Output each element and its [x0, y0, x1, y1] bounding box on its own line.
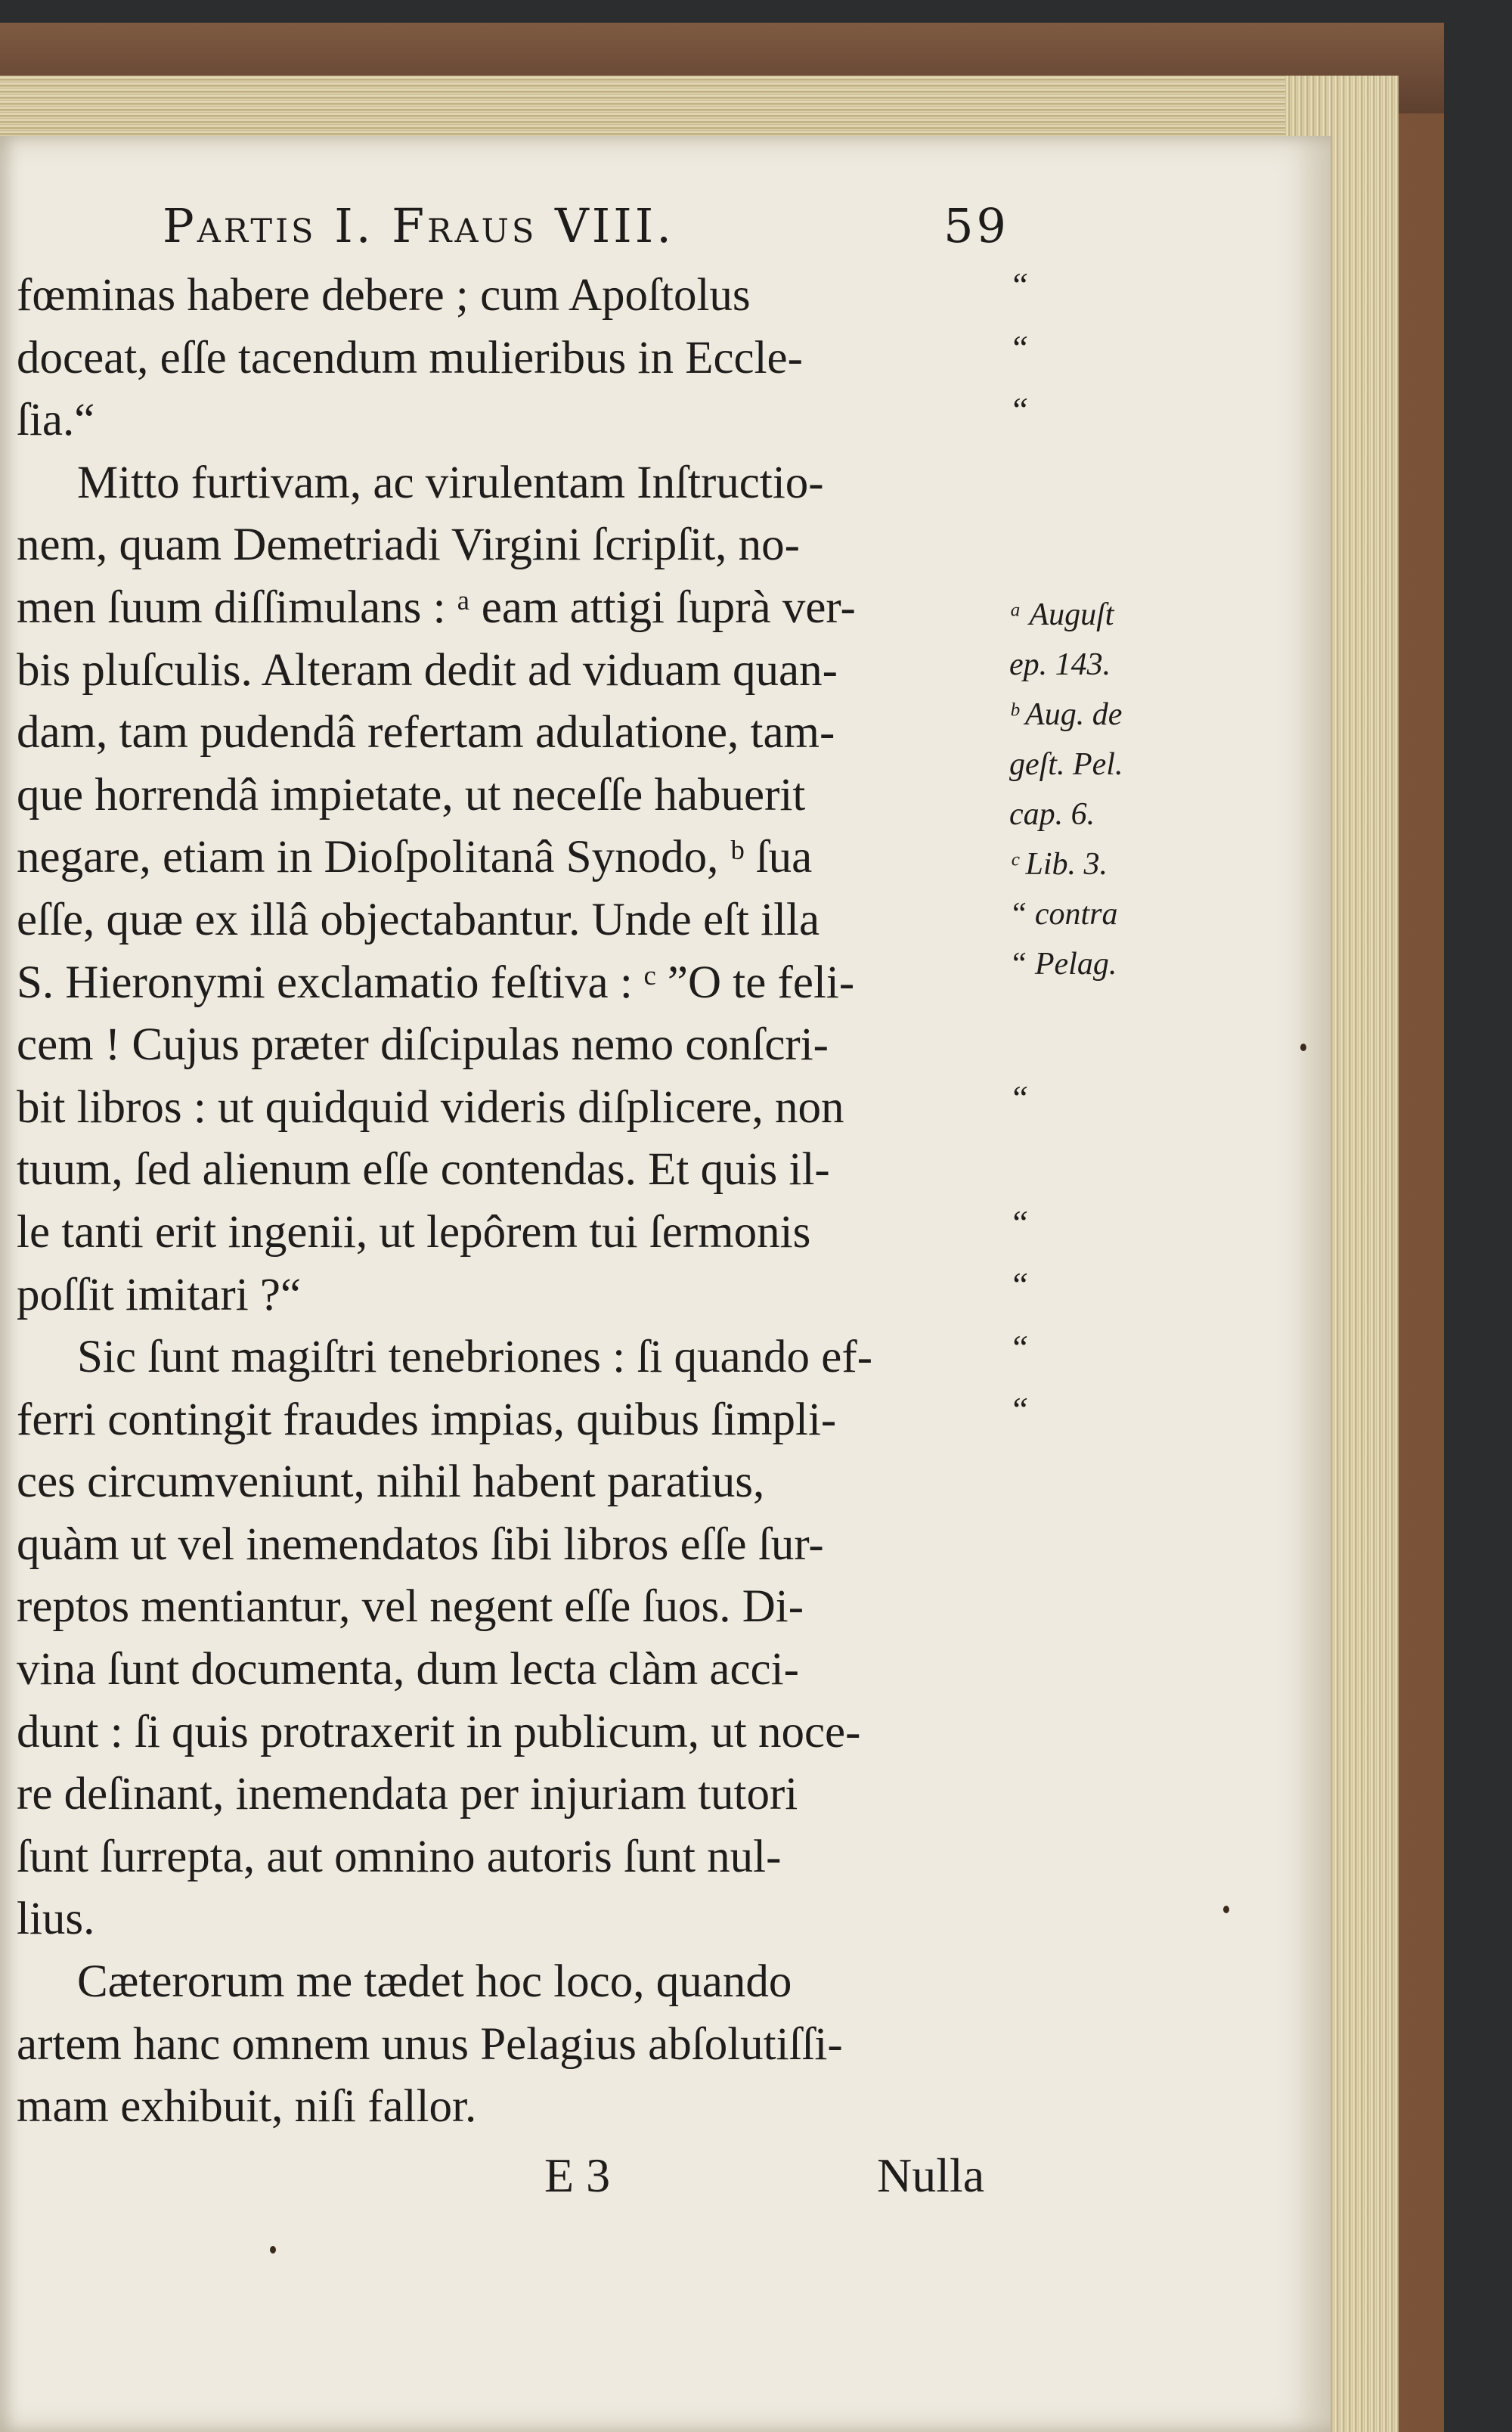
text-line: quàm ut vel inemendatos ſibi libros eſſe ſur- — [17, 1518, 824, 1570]
quote-mark: “ — [1009, 390, 1029, 429]
margin-note: ᵃ Auguſt — [1009, 597, 1114, 632]
text-line: reptos mentiantur, vel negent eſſe ſuos. Di- — [17, 1581, 804, 1633]
text-line: poſſit imitari ?“ — [17, 1269, 302, 1320]
text-line: S. Hieronymi exclamatio feſtiva : ᶜ ”O te feli- — [17, 957, 855, 1008]
margin-note: geſt. Pel. — [1009, 747, 1123, 782]
margin-note: ep. 143. — [1009, 647, 1111, 682]
page-footer — [0, 2148, 1210, 2216]
text-line: ferri contingit fraudes impias, quibus ſimpli- — [17, 1394, 837, 1445]
quote-mark: “ — [1009, 1328, 1029, 1366]
text-line: le tanti erit ingenii, ut lepôrem tui ſermonis — [17, 1206, 811, 1258]
text-line: vina ſunt documenta, dum lecta clàm acci- — [17, 1644, 799, 1695]
ink-speck — [1300, 1044, 1306, 1051]
quote-mark: “ — [1009, 1390, 1029, 1428]
text-line: eſſe, quæ ex illâ objectabantur. Unde eſt illa — [17, 894, 820, 945]
text-line: fœminas habere debere ; cum Apoſtolus — [17, 270, 751, 321]
text-line: nem, quam Demetriadi Virgini ſcripſit, no- — [17, 520, 800, 571]
running-head — [163, 198, 1009, 259]
text-line: Cæterorum me tædet hoc loco, quando — [77, 1956, 792, 2008]
text-line: artem hanc omnem unus Pelagius abſolutiſſi- — [17, 2018, 843, 2070]
text-line: doceat, eſſe tacendum mulieribus in Eccle- — [17, 332, 803, 383]
text-line: mam exhibuit, niſi fallor. — [17, 2081, 477, 2133]
margin-note: cap. 6. — [1009, 797, 1095, 832]
margin-note: ᶜ Lib. 3. — [1009, 847, 1108, 882]
text-line: dam, tam pudendâ refertam adulatione, tam- — [17, 707, 835, 758]
text-line: bit libros : ut quidquid videris diſplicere, non — [17, 1081, 844, 1133]
text-line: bis pluſculis. Alteram dedit ad viduam quan- — [17, 644, 838, 696]
text-line: tuum, ſed alienum eſſe contendas. Et quis il- — [17, 1144, 830, 1196]
margin-note: “ contra — [1009, 897, 1118, 932]
quote-mark: “ — [1009, 328, 1029, 367]
ink-speck — [270, 2246, 276, 2254]
catchword: Nulla — [877, 2148, 985, 2202]
text-line: lius. — [17, 1894, 95, 1945]
running-head-title: Partis I. Fraus VIII. — [163, 198, 674, 253]
quote-mark: “ — [1009, 1203, 1029, 1242]
quote-mark: “ — [1009, 1265, 1029, 1304]
margin-note: “ Pelag. — [1009, 947, 1117, 982]
text-line: que horrendâ impietate, ut neceſſe habuerit — [17, 769, 806, 820]
signature-mark: E 3 — [544, 2148, 611, 2202]
text-line: cem ! Cujus præter diſcipulas nemo conſcri- — [17, 1019, 829, 1071]
quote-mark: “ — [1009, 1078, 1029, 1117]
ink-speck — [1223, 1906, 1229, 1913]
margin-note: ᵇ Aug. de — [1009, 697, 1123, 732]
text-line: re deſinant, inemendata per injuriam tutori — [17, 1769, 798, 1820]
text-line: Mitto furtivam, ac virulentam Inſtructio- — [77, 457, 824, 508]
text-line: negare, etiam in Dioſpolitanâ Synodo, ᵇ ſua — [17, 832, 813, 883]
quote-mark: “ — [1009, 265, 1029, 304]
text-line: ſunt ſurrepta, aut omnino autoris ſunt nul- — [17, 1831, 782, 1882]
page-edges-top — [0, 76, 1376, 144]
main-text — [17, 265, 999, 2139]
text-line: dunt : ſi quis protraxerit in publicum, ut noce- — [17, 1706, 861, 1757]
text-line: ſia.“ — [17, 395, 95, 446]
page-number: 59 — [943, 198, 1009, 253]
text-line: ces circumveniunt, nihil habent paratius, — [17, 1456, 765, 1508]
marginal-notes — [1009, 590, 1236, 989]
text-line: Sic ſunt magiſtri tenebriones : ſi quando ef- — [77, 1332, 873, 1383]
text-line: men ſuum diſſimulans : ᵃ eam attigi ſuprà ver- — [17, 582, 856, 633]
